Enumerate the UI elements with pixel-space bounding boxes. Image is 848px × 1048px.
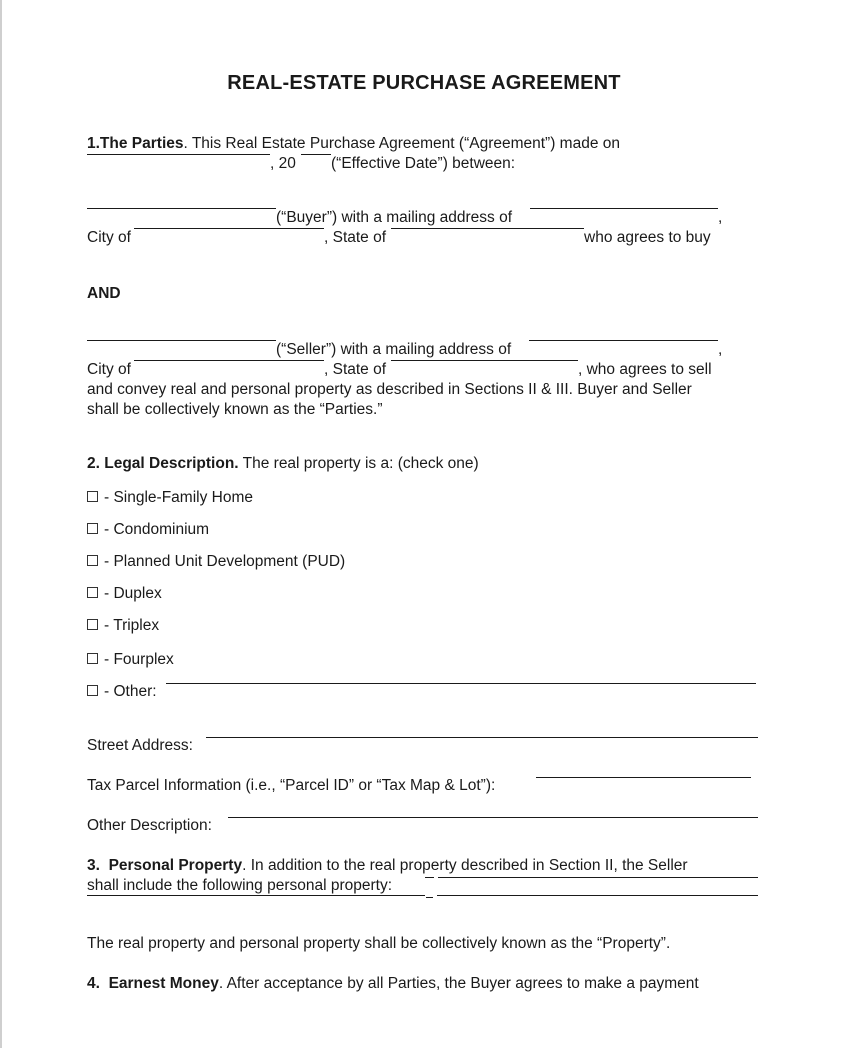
comma: , [718, 209, 723, 226]
checkbox-icon[interactable] [87, 555, 98, 566]
option-label: - Condominium [104, 521, 210, 538]
section-1-intro-text: . This Real Estate Purchase Agreement (“Agreement”) made on [183, 135, 621, 152]
option-fourplex[interactable] [87, 650, 174, 670]
checkbox-icon[interactable] [87, 685, 98, 696]
property-definition-text: The real property and personal property shall be collectively known as the “Property”. [87, 935, 671, 952]
buyer-address-field[interactable] [530, 208, 718, 209]
option-label: - Other: [104, 683, 157, 700]
option-label: - Triplex [104, 617, 160, 634]
option-pud[interactable] [87, 552, 345, 572]
buyer-city-field[interactable] [134, 228, 324, 229]
other-description-label: Other Description: [87, 817, 212, 834]
checkbox-icon[interactable] [87, 587, 98, 598]
seller-agrees-text: , who agrees to sell [578, 361, 712, 378]
buyer-agrees-text: who agrees to buy [584, 229, 711, 246]
section-1-intro [87, 134, 620, 154]
section-2-heading-line [87, 454, 479, 474]
tax-parcel-field[interactable] [536, 777, 751, 778]
checkbox-icon[interactable] [87, 653, 98, 664]
seller-label: (“Seller”) with a mailing address of [276, 341, 512, 358]
buyer-name-field[interactable] [87, 208, 276, 209]
option-label: - Duplex [104, 585, 162, 602]
option-duplex[interactable] [87, 584, 162, 604]
buyer-label: (“Buyer”) with a mailing address of [276, 209, 513, 226]
personal-property-label: shall include the following personal property: [87, 877, 393, 894]
comma: , [718, 341, 723, 358]
other-type-field[interactable] [166, 683, 756, 684]
section-4-text: . After acceptance by all Parties, the Buyer agrees to make a payment [218, 975, 699, 992]
personal-property-field[interactable] [438, 877, 758, 878]
option-other[interactable] [87, 682, 157, 702]
option-single-family[interactable] [87, 488, 253, 508]
section-3-text: . In addition to the real property described in Section II, the Seller [242, 857, 688, 874]
seller-address-field[interactable] [529, 340, 718, 341]
section-4-number: 4. [87, 975, 100, 992]
personal-property-field-3[interactable] [437, 895, 758, 896]
date-year-prefix: , 20 [270, 155, 296, 172]
section-2-text: The real property is a: (check one) [238, 455, 479, 472]
buyer-state-label: , State of [324, 229, 387, 246]
other-description-field[interactable] [228, 817, 758, 818]
checkbox-icon[interactable] [87, 619, 98, 630]
seller-state-label: , State of [324, 361, 387, 378]
option-label: - Single-Family Home [104, 489, 254, 506]
section-3-heading-line [87, 856, 688, 876]
checkbox-icon[interactable] [87, 491, 98, 502]
option-label: - Planned Unit Development (PUD) [104, 553, 346, 570]
and-separator: AND [87, 285, 121, 302]
option-triplex[interactable] [87, 616, 159, 636]
section-4-heading: Earnest Money [108, 975, 219, 992]
effective-date-label: (“Effective Date”) between: [331, 155, 516, 172]
street-address-label: Street Address: [87, 737, 193, 754]
section-1-heading: 1.The Parties [87, 135, 184, 152]
agreement-date-field[interactable] [87, 154, 270, 155]
dash-mark [426, 897, 433, 898]
year-field[interactable] [301, 154, 331, 155]
parties-text-line: shall be collectively known as the “Parties.” [87, 401, 383, 418]
dash-mark [425, 877, 434, 878]
section-3-heading: Personal Property [108, 857, 243, 874]
seller-name-field[interactable] [87, 340, 276, 341]
section-3-number: 3. [87, 857, 100, 874]
option-label: - Fourplex [104, 651, 174, 668]
personal-property-field-2[interactable] [87, 895, 425, 896]
seller-city-label: City of [87, 361, 131, 378]
option-condominium[interactable] [87, 520, 209, 540]
seller-city-field[interactable] [134, 360, 324, 361]
tax-parcel-label: Tax Parcel Information (i.e., “Parcel ID” or “Tax Map & Lot”): [87, 777, 496, 794]
buyer-state-field[interactable] [391, 228, 584, 229]
buyer-city-label: City of [87, 229, 131, 246]
seller-state-field[interactable] [391, 360, 578, 361]
section-4-heading-line [87, 974, 699, 994]
parties-text-line: and convey real and personal property as described in Sections II & III. Buyer and Seller [87, 381, 692, 398]
street-address-field[interactable] [206, 737, 758, 738]
document-title: REAL-ESTATE PURCHASE AGREEMENT [227, 72, 621, 94]
section-2-heading: 2. Legal Description. [87, 455, 239, 472]
checkbox-icon[interactable] [87, 523, 98, 534]
